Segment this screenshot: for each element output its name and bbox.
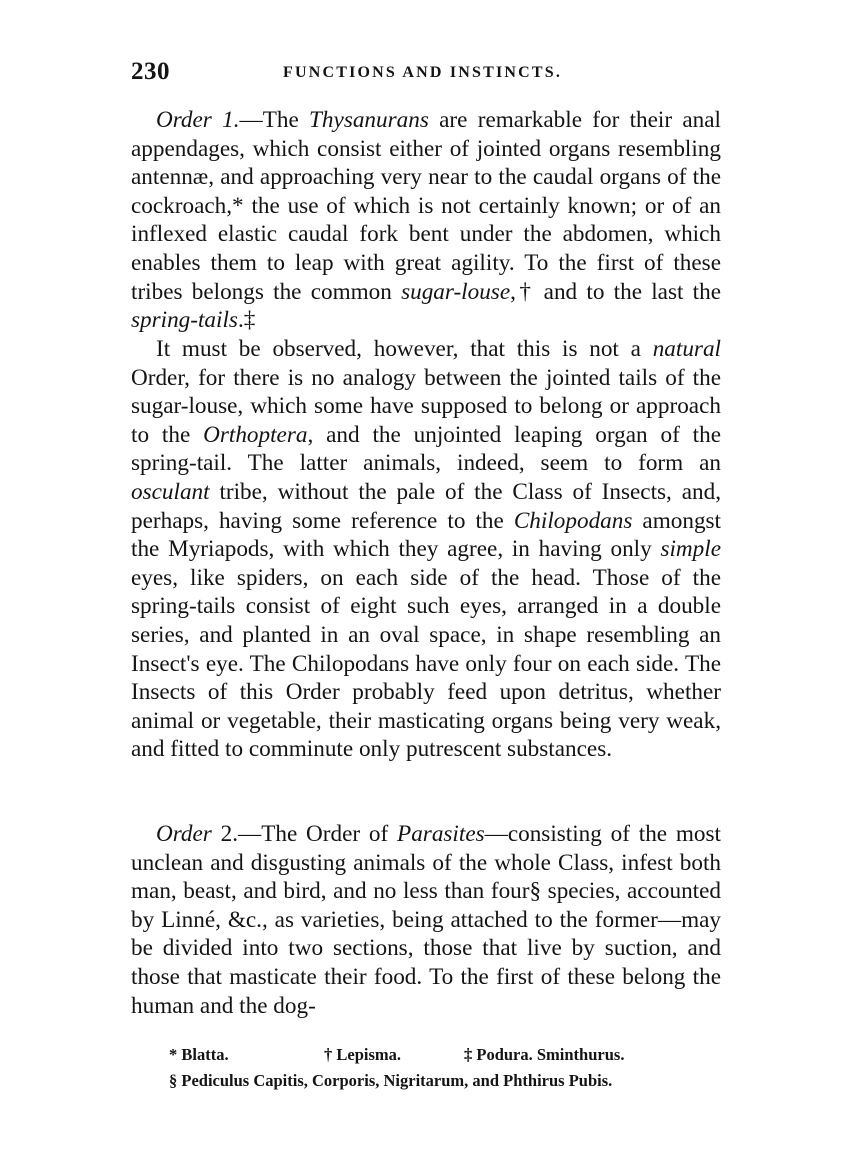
paragraph-text [131, 820, 721, 1020]
text-run: are remarkable for their anal appendages, which consist either of jointed organs resembling antennæ, and approaching very near to the caudal organs of the cockroach,* the use of which is not certainly known; or of an inflexed elastic caudal fork bent under the abdomen, which enables them to leap with great agility. To the first of these tribes belongs the common [131, 107, 721, 305]
text-run: —The [239, 107, 310, 133]
running-head: FUNCTIONS AND INSTINCTS. [283, 64, 563, 81]
italic-text-run: Order [156, 821, 212, 847]
text-run: amongst the Myriapods, with which they agree, in having only [131, 507, 721, 563]
text-run: ,† and to the last the [510, 278, 721, 305]
italic-text-run: Chilopodans [513, 507, 633, 534]
paragraph-text [131, 335, 721, 764]
text-run: —consisting of the most unclean and disgusting animals of the whole Class, infest both man, beast, and bird, and no less than four§ species, accounted by Linné, &c., as varieties, being attached to the former—may be divided into two sections, those that live by suction, and those that masticate their food. To the first of these belong the human and the dog- [131, 821, 721, 1019]
page-header [131, 58, 721, 94]
text-run: tribe, without the pale of the Class of Insects, and, perhaps, having some reference to the [131, 478, 721, 534]
italic-text-run: simple [660, 536, 721, 563]
footnote-row [131, 1042, 721, 1068]
paragraph-order-1 [131, 106, 721, 335]
footnote-pediculus: § Pediculus Capitis, Corporis, Nigritarum, and Phthirus Pubis. [169, 1071, 613, 1090]
italic-text-run: Order 1. [156, 107, 240, 133]
italic-text-run: natural [652, 336, 721, 362]
text-run: eyes, like spiders, on each side of the head. Those of the spring-tails consist of eight such eyes, arranged in a double series, and planted in an oval space, in shape resembling an Insect's eye. The Chilopodans have only four on each side. The Insects of this Order probably feed upon detritus, whether animal or vegetable, their masticating organs being very weak, and fitted to comminute only putrescent substances. [131, 564, 721, 763]
italic-text-run: Orthoptera [203, 421, 308, 448]
page-number: 230 [131, 58, 170, 85]
italic-text-run: Thysanurans [309, 107, 429, 133]
footnote-row [131, 1068, 721, 1094]
italic-text-run: spring-tails [131, 307, 238, 334]
paragraph-observation [131, 335, 721, 764]
footnote-podura: ‡ Podura. Sminthurus. [464, 1045, 625, 1064]
text-run: , and the unjointed leaping organ of the spring-tail. The latter animals, indeed, seem to form an [131, 421, 721, 477]
paragraph-text [131, 106, 721, 335]
text-run: It must be observed, however, that this is not a [156, 336, 653, 362]
footnote-lepisma: † Lepisma. [324, 1045, 402, 1064]
italic-text-run: osculant [131, 478, 210, 505]
italic-text-run: Parasites [397, 821, 485, 847]
italic-text-run: sugar-louse [401, 278, 511, 305]
paragraph-order-2 [131, 820, 721, 1020]
footnote-blatta: * Blatta. [169, 1045, 229, 1064]
text-run: .‡ [237, 307, 256, 334]
text-run: Order, for there is no analogy between the jointed tails of the sugar-louse, which some have supposed to belong or approach to the [131, 364, 721, 448]
footnotes [131, 1042, 721, 1094]
text-run: 2.—The Order of [211, 821, 398, 847]
